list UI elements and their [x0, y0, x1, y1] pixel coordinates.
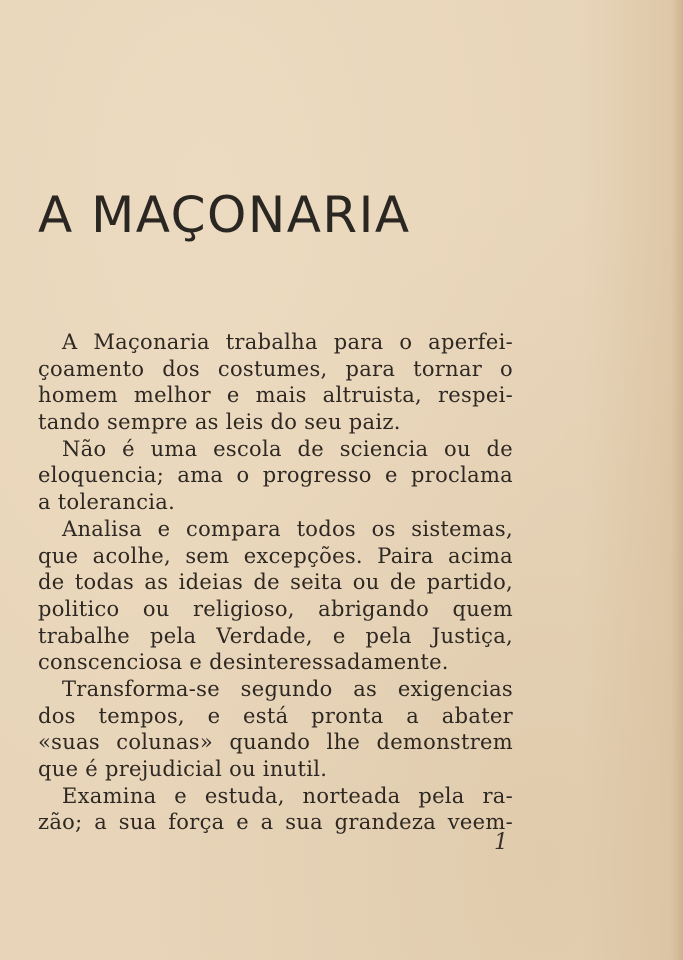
text-line: zão; a sua força e a sua grandeza veem- [38, 810, 513, 835]
text-line: eloquencia; ama o progresso e proclama [38, 463, 513, 488]
body-text [38, 329, 513, 836]
text-line: de todas as ideias de seita ou de partido, [38, 570, 513, 595]
text-line: Examina e estuda, norteada pela ra- [62, 783, 513, 808]
text-line: Transforma-se segundo as exigencias [62, 676, 513, 701]
text-line: conscenciosa e desinteressadamente. [38, 650, 449, 675]
text-line: trabalhe pela Verdade, e pela Justiça, [38, 623, 513, 648]
text-line: A Maçonaria trabalha para o aperfei- [62, 330, 513, 354]
text-line: homem melhor e mais altruista, respei- [38, 383, 513, 408]
text-line: «suas colunas» quando lhe demonstrem [38, 730, 513, 755]
text-line: politico ou religioso, abrigando quem [38, 596, 513, 621]
text-line: que acolhe, sem excepções. Paira acima [38, 543, 513, 568]
page-edge-shadow [671, 0, 683, 960]
text-line: tando sempre as leis do seu paiz. [38, 410, 401, 435]
text-line: dos tempos, e está pronta a abater [38, 703, 513, 728]
text-line: a tolerancia. [38, 490, 176, 515]
text-line: Não é uma escola de sciencia ou de [62, 436, 513, 461]
signature-mark: 1 [494, 830, 508, 855]
text-line: que é prejudicial ou inutil. [38, 757, 328, 781]
page-title: A MAÇONARIA [38, 186, 411, 244]
text-line: çoamento dos costumes, para tornar o [38, 356, 513, 381]
text-line: Analisa e compara todos os sistemas, [62, 516, 513, 541]
